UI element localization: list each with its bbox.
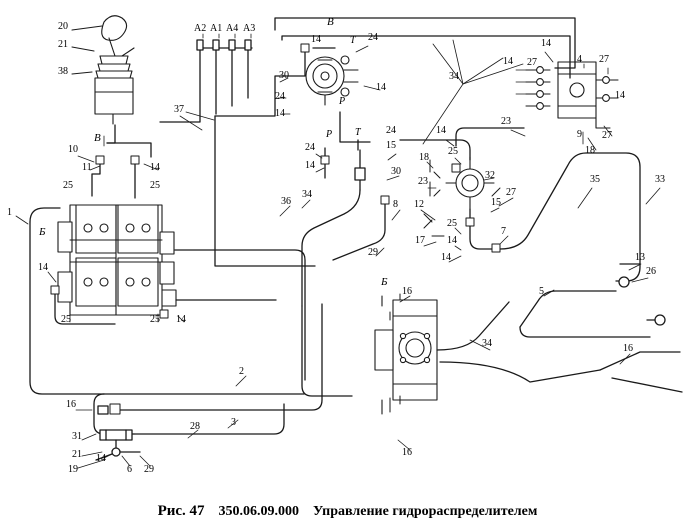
label-24-a: 24 bbox=[368, 32, 378, 43]
label-9: 9 bbox=[577, 129, 582, 140]
figure-title: Управление гидрораспределителем bbox=[313, 504, 538, 519]
label-port-t-top: Т bbox=[350, 35, 356, 46]
label-31: 31 bbox=[72, 431, 82, 442]
label-4: 4 bbox=[577, 54, 582, 65]
label-26: 26 bbox=[646, 266, 656, 277]
label-34-a: 34 bbox=[449, 71, 459, 82]
label-25-c: 25 bbox=[150, 180, 160, 191]
label-21: 21 bbox=[58, 39, 68, 50]
label-24-c: 24 bbox=[386, 125, 396, 136]
rotary-distributor bbox=[301, 44, 358, 105]
label-29-b: 29 bbox=[144, 464, 154, 475]
label-14-k: 14 bbox=[38, 262, 48, 273]
label-14-a: 14 bbox=[311, 34, 321, 45]
label-7: 7 bbox=[501, 226, 506, 237]
label-14-f: 14 bbox=[275, 108, 285, 119]
label-port-a4: А4 bbox=[226, 23, 239, 34]
label-5: 5 bbox=[539, 286, 544, 297]
label-port-a3: А3 bbox=[243, 23, 256, 34]
label-15-b: 15 bbox=[491, 197, 501, 208]
main-valve-block bbox=[58, 205, 176, 315]
label-14-j: 14 bbox=[447, 235, 457, 246]
label-port-a1: А1 bbox=[210, 23, 223, 34]
label-18-a: 18 bbox=[585, 145, 595, 156]
label-23-a: 23 bbox=[501, 116, 511, 127]
label-port-t-mid: Т bbox=[355, 127, 361, 138]
label-16-b: 16 bbox=[623, 343, 633, 354]
label-24-d: 24 bbox=[305, 142, 315, 153]
joystick-lever-group bbox=[72, 16, 134, 124]
label-16-a: 16 bbox=[402, 286, 412, 297]
label-14-e: 14 bbox=[615, 90, 625, 101]
label-21-b: 21 bbox=[72, 449, 82, 460]
label-14-m: 14 bbox=[176, 314, 186, 325]
figure-number: Рис. 47 bbox=[157, 503, 205, 519]
label-17: 17 bbox=[415, 235, 425, 246]
label-port-p-mid: Р bbox=[326, 129, 333, 140]
label-10: 10 bbox=[68, 144, 78, 155]
label-28: 28 bbox=[190, 421, 200, 432]
label-25-f: 25 bbox=[150, 314, 160, 325]
label-25-b: 25 bbox=[63, 180, 73, 191]
label-view-b-valve: Б bbox=[381, 276, 388, 288]
label-15-a: 15 bbox=[386, 140, 396, 151]
label-11: 11 bbox=[82, 162, 92, 173]
label-27-c: 27 bbox=[602, 130, 612, 141]
label-6: 6 bbox=[127, 464, 132, 475]
label-34-c: 34 bbox=[482, 338, 492, 349]
label-30-b: 30 bbox=[391, 166, 401, 177]
label-33: 33 bbox=[655, 174, 665, 185]
label-25-e: 25 bbox=[61, 314, 71, 325]
label-37: 37 bbox=[174, 104, 184, 115]
label-view-b-top: В bbox=[327, 16, 334, 28]
label-20: 20 bbox=[58, 21, 68, 32]
label-14-c: 14 bbox=[503, 56, 513, 67]
label-27-d: 27 bbox=[506, 187, 516, 198]
label-27-b: 27 bbox=[599, 54, 609, 65]
label-29-a: 29 bbox=[368, 247, 378, 258]
label-3: 3 bbox=[231, 417, 236, 428]
label-14-b: 14 bbox=[541, 38, 551, 49]
lower-valve-block bbox=[375, 296, 437, 414]
label-16-d: 16 bbox=[402, 447, 412, 458]
label-port-a2: А2 bbox=[194, 23, 207, 34]
label-36: 36 bbox=[281, 196, 291, 207]
label-25-a: 25 bbox=[448, 146, 458, 157]
label-14-h: 14 bbox=[150, 162, 160, 173]
label-12: 12 bbox=[414, 199, 424, 210]
label-25-d: 25 bbox=[447, 218, 457, 229]
figure-code: 350.06.09.000 bbox=[218, 504, 300, 519]
label-13: 13 bbox=[635, 252, 645, 263]
label-1: 1 bbox=[7, 207, 12, 218]
label-14-l: 14 bbox=[441, 252, 451, 263]
label-14-n: 14 bbox=[96, 453, 106, 464]
label-34-b: 34 bbox=[302, 189, 312, 200]
label-16-c: 16 bbox=[66, 399, 76, 410]
label-2: 2 bbox=[239, 366, 244, 377]
label-view-b-left: В bbox=[94, 132, 101, 144]
label-14-g: 14 bbox=[436, 125, 446, 136]
label-port-p-top: Р bbox=[339, 96, 346, 107]
label-8: 8 bbox=[393, 199, 398, 210]
label-27-a: 27 bbox=[527, 57, 537, 68]
figure-caption bbox=[0, 503, 695, 520]
label-19: 19 bbox=[68, 464, 78, 475]
label-38: 38 bbox=[58, 66, 68, 77]
label-24-b: 24 bbox=[275, 91, 285, 102]
label-32: 32 bbox=[485, 170, 495, 181]
label-30-a: 30 bbox=[279, 70, 289, 81]
label-view-b-unit: Б bbox=[39, 226, 46, 238]
label-18-b: 18 bbox=[419, 152, 429, 163]
label-35: 35 bbox=[590, 174, 600, 185]
label-14-d: 14 bbox=[376, 82, 386, 93]
label-23-b: 23 bbox=[418, 176, 428, 187]
right-valve-block bbox=[526, 62, 618, 128]
label-14-i: 14 bbox=[305, 160, 315, 171]
